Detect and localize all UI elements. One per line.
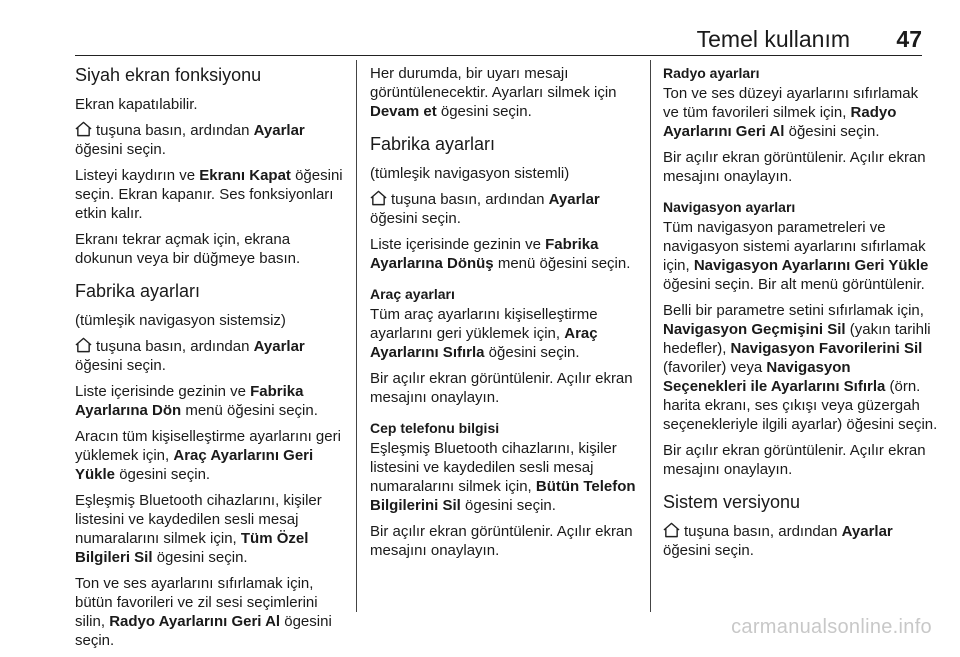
paragraph: Bir açılır ekran görüntülenir. Açılır ekran mesajını onaylayın.	[663, 442, 926, 478]
text: Ton ve ses düzeyi ayarlarını sıfırlamak ve tüm favorileri silmek için,	[663, 85, 919, 121]
text: Tüm navigasyon parametreleri ve navigasyon sistemi ayarlarını sıfırlamak için,	[663, 219, 926, 274]
paragraph: Bir açılır ekran görüntülenir. Açılır ekran mesajını onaylayın.	[370, 370, 633, 406]
home-icon	[663, 522, 680, 538]
paragraph	[663, 218, 938, 294]
text: (yakın tarihli hedefler),	[663, 321, 931, 357]
column-2	[370, 64, 645, 567]
paragraph: Ekranı tekrar açmak için, ekrana dokunun veya bir düğmeye basın.	[75, 231, 301, 267]
paragraph	[663, 522, 938, 560]
menu-term: Devam et	[370, 103, 437, 120]
text: Her durumda, bir uyarı mesajı görüntülenecektir. Ayarları silmek için	[370, 65, 617, 101]
paragraph	[75, 382, 350, 420]
paragraph	[370, 305, 645, 362]
paragraph	[75, 574, 350, 650]
menu-term: Ayarlar	[253, 338, 305, 355]
paragraph	[370, 64, 645, 121]
text: öğesini seçin.	[75, 141, 166, 158]
text: Listeyi kaydırın ve	[75, 167, 200, 184]
text: öğesini seçin. Ekran kapanır. Ses fonksiyonları etkin kalır.	[75, 167, 343, 222]
text: tuşuna basın, ardından	[684, 523, 842, 540]
text: öğesini seçin.	[75, 357, 166, 374]
text: tuşuna basın, ardından	[96, 122, 254, 139]
text: tuşuna basın, ardından	[96, 338, 254, 355]
paragraph: Ekran kapatılabilir.	[75, 96, 198, 113]
text: ögesini seçin.	[436, 103, 532, 120]
menu-term: Ayarlar	[841, 523, 893, 540]
paragraph: Bir açılır ekran görüntülenir. Açılır ekran mesajını onaylayın.	[663, 149, 926, 185]
subsection-heading: Navigasyon ayarları	[663, 199, 796, 215]
text: Aracın tüm kişiselleştirme ayarlarını geri yüklemek için,	[75, 428, 341, 464]
subsection-heading: Radyo ayarları	[663, 65, 760, 81]
home-icon	[75, 337, 92, 353]
column-1	[75, 64, 350, 657]
text: menü öğesini seçin.	[181, 402, 318, 419]
paragraph	[370, 235, 645, 273]
text: Liste içerisinde gezinin ve	[75, 383, 251, 400]
text: öğesini seçin.	[370, 210, 461, 227]
menu-term: Araç Ayarlarını Geri Yükle	[75, 447, 314, 483]
section-heading: Fabrika ayarları	[370, 134, 496, 154]
menu-term: Tüm Özel Bilgileri Sil	[75, 530, 309, 566]
column-3	[663, 64, 938, 567]
paragraph	[370, 439, 645, 515]
menu-term: Radyo Ayarlarını Geri Al	[663, 104, 897, 140]
page-number: 47	[896, 26, 922, 52]
column-divider	[650, 60, 651, 612]
menu-term: Bütün Telefon Bilgilerini Sil	[370, 478, 636, 514]
paragraph	[663, 301, 938, 434]
menu-term: Ayarlar	[548, 191, 600, 208]
text: tuşuna basın, ardından	[391, 191, 549, 208]
text: öğesini seçin.	[663, 542, 754, 559]
text: öğesini seçin. Bir alt menü görüntülenir.	[663, 276, 925, 293]
text: Eşleşmiş Bluetooth cihazlarını, kişiler listesini ve kaydedilen sesli mesaj numaralarını silmek için,	[75, 492, 322, 547]
text: (örn. harita ekranı, ses çıkışı veya güzergah seçenekleriyle ilgili ayarlar) öğesini seçin.	[663, 378, 938, 433]
text: ögesini seçin.	[75, 613, 332, 649]
paragraph	[75, 166, 350, 223]
paragraph: (tümleşik navigasyon sistemli)	[370, 165, 570, 182]
home-icon	[370, 190, 387, 206]
text: öğesini seçin.	[484, 344, 580, 361]
page-header	[697, 26, 922, 53]
text: ögesini seçin.	[115, 466, 211, 483]
text: Tüm araç ayarlarını kişiselleştirme ayarlarını geri yüklemek için,	[370, 306, 598, 342]
subsection-heading: Cep telefonu bilgisi	[370, 420, 500, 436]
subsection-heading: Araç ayarları	[370, 286, 455, 302]
text: Ton ve ses ayarlarını sıfırlamak için, bütün favorileri ve zil sesi seçimlerini silin,	[75, 575, 318, 630]
paragraph	[75, 121, 350, 159]
menu-term: Navigasyon Seçenekleri ile Ayarlarını Sıfırla	[663, 359, 886, 395]
paragraph	[75, 337, 350, 375]
text: (favoriler) veya	[663, 359, 767, 376]
watermark: carmanualsonline.info	[731, 616, 932, 638]
chapter-title: Temel kullanım	[696, 26, 851, 52]
text: Eşleşmiş Bluetooth cihazlarını, kişiler listesini ve kaydedilen sesli mesaj numaralarını silmek için,	[370, 440, 617, 495]
text: menü öğesini seçin.	[493, 255, 631, 272]
menu-term: Ayarlar	[253, 122, 305, 139]
menu-term: Radyo Ayarlarını Geri Al	[109, 613, 281, 630]
section-heading: Fabrika ayarları	[75, 281, 201, 301]
text: Liste içerisinde gezinin ve	[370, 236, 546, 253]
column-divider	[356, 60, 357, 612]
paragraph	[370, 190, 645, 228]
menu-term: Fabrika Ayarlarına Dönüş	[370, 236, 599, 272]
menu-term: Navigasyon Geçmişini Sil	[663, 321, 846, 338]
text: ögesini seçin.	[460, 497, 556, 514]
menu-term: Ekranı Kapat	[199, 167, 291, 184]
menu-term: Fabrika Ayarlarına Dön	[75, 383, 304, 419]
menu-term: Araç Ayarlarını Sıfırla	[370, 325, 598, 361]
menu-term: Navigasyon Ayarlarını Geri Yükle	[693, 257, 929, 274]
section-heading: Siyah ekran fonksiyonu	[75, 65, 262, 85]
paragraph	[663, 84, 938, 141]
menu-term: Navigasyon Favorilerini Sil	[730, 340, 923, 357]
header-rule	[75, 55, 922, 56]
paragraph	[75, 491, 350, 567]
paragraph: (tümleşik navigasyon sistemsiz)	[75, 312, 286, 329]
text: öğesini seçin.	[784, 123, 880, 140]
text: ögesini seçin.	[152, 549, 248, 566]
paragraph	[75, 427, 350, 484]
section-heading: Sistem versiyonu	[663, 492, 801, 512]
text: Belli bir parametre setini sıfırlamak için,	[663, 302, 924, 319]
paragraph: Bir açılır ekran görüntülenir. Açılır ekran mesajını onaylayın.	[370, 523, 633, 559]
home-icon	[75, 121, 92, 137]
